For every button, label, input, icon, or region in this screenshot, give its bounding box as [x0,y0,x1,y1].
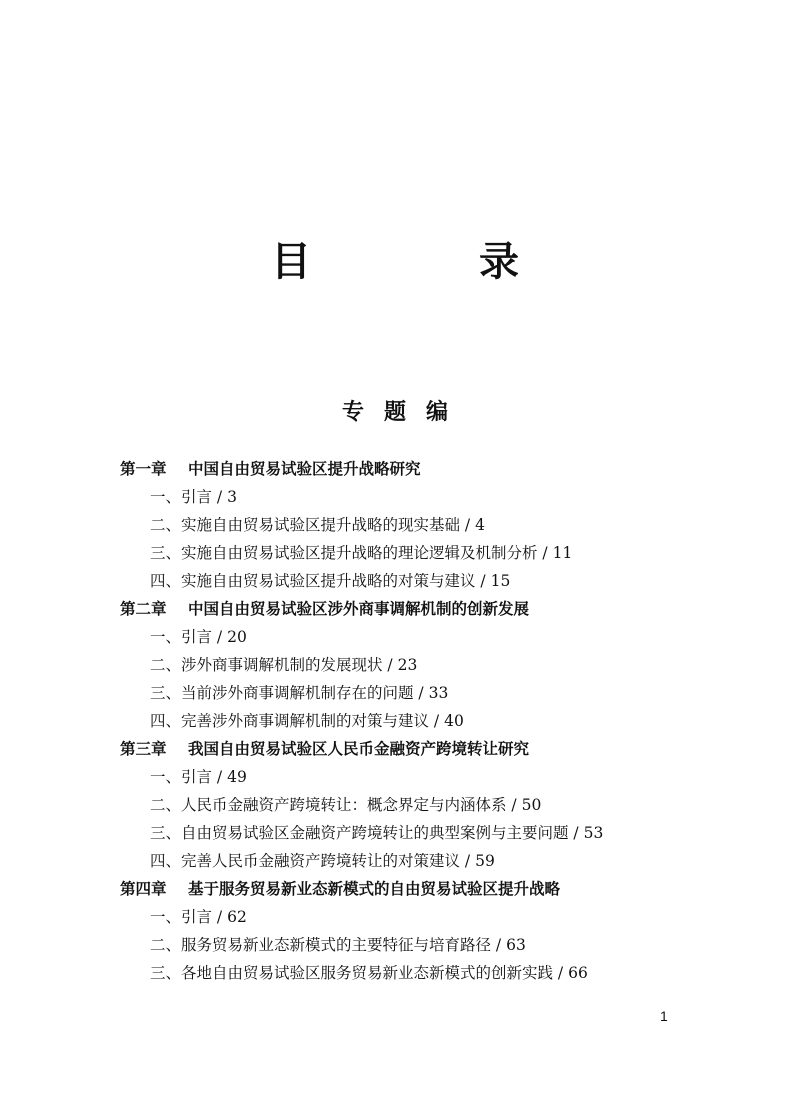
toc-entry[interactable]: 一、引言 / 3 [150,488,237,506]
section-title: 专题编 [341,400,468,425]
toc-entry[interactable]: 三、实施自由贸易试验区提升战略的理论逻辑及机制分析 / 11 [150,544,573,562]
chapter-heading[interactable] [120,875,680,903]
toc-entry[interactable]: 一、引言 / 62 [150,908,247,926]
toc-entry[interactable]: 三、自由贸易试验区金融资产跨境转让的典型案例与主要问题 / 53 [150,824,604,842]
chapter-heading[interactable] [120,595,680,623]
chapter-number: 第三章 [120,740,167,758]
toc-entry[interactable]: 一、引言 / 20 [150,628,247,646]
chapter-title: 我国自由贸易试验区人民币金融资产跨境转让研究 [188,740,530,758]
toc-entry[interactable]: 四、完善涉外商事调解机制的对策与建议 / 40 [150,712,464,730]
chapter-title: 中国自由贸易试验区涉外商事调解机制的创新发展 [188,600,530,618]
page-number: 1 [660,1008,668,1024]
toc-entry[interactable]: 三、各地自由贸易试验区服务贸易新业态新模式的创新实践 / 66 [150,964,588,982]
toc-entry[interactable]: 二、服务贸易新业态新模式的主要特征与培育路径 / 63 [150,936,526,954]
toc-entry[interactable]: 一、引言 / 49 [150,768,247,786]
toc-entry[interactable]: 二、实施自由贸易试验区提升战略的现实基础 / 4 [150,516,485,534]
table-of-contents [120,455,680,987]
chapter-number: 第一章 [120,460,167,478]
toc-entry[interactable]: 二、人民币金融资产跨境转让：概念界定与内涵体系 / 50 [150,796,542,814]
toc-entry[interactable]: 四、完善人民币金融资产跨境转让的对策建议 / 59 [150,852,495,870]
chapter-heading[interactable] [120,455,680,483]
toc-entry[interactable]: 二、涉外商事调解机制的发展现状 / 23 [150,656,418,674]
chapter-number: 第四章 [120,880,167,898]
chapter-heading[interactable] [120,735,680,763]
toc-entry[interactable]: 三、当前涉外商事调解机制存在的问题 / 33 [150,684,449,702]
chapter-title: 基于服务贸易新业态新模式的自由贸易试验区提升战略 [188,880,561,898]
page-title: 目 录 [271,239,583,285]
toc-entry[interactable]: 四、实施自由贸易试验区提升战略的对策与建议 / 15 [150,572,511,590]
chapter-title: 中国自由贸易试验区提升战略研究 [188,460,421,478]
chapter-number: 第二章 [120,600,167,618]
